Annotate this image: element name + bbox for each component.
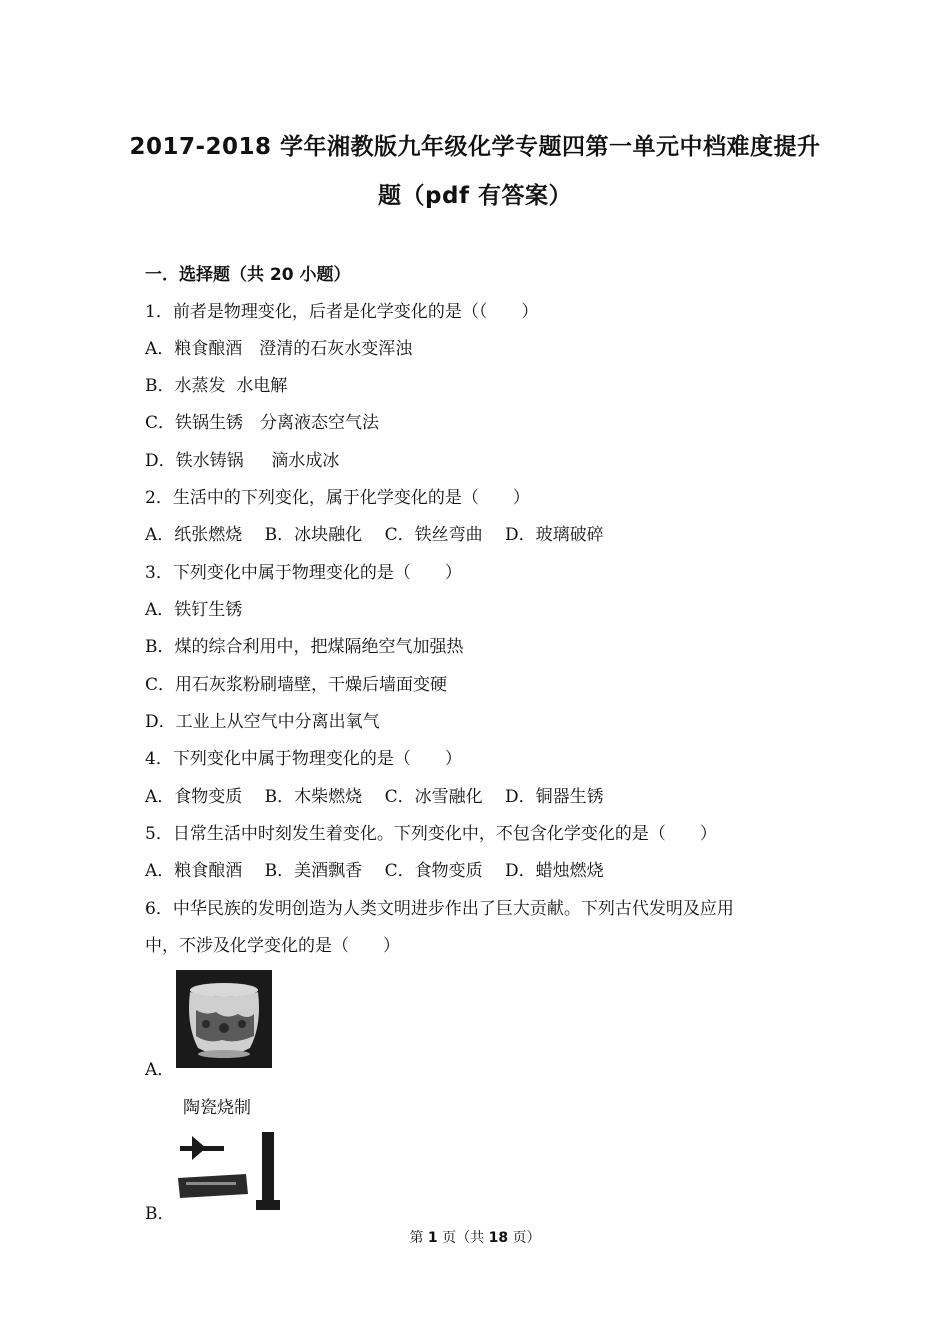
question-line: B．煤的综合利用中，把煤隔绝空气加强热 [145,637,464,657]
section-heading: 一．选择题（共 20 小题） [145,265,351,285]
question-line: 3．下列变化中属于物理变化的是（ ） [145,563,462,583]
page-total: 18 [488,1230,509,1246]
question-line: A．粮食酿酒 澄清的石灰水变浑浊 [145,339,413,359]
page-number: 1 [427,1230,438,1246]
question-line: A．纸张燃烧 B．冰块融化 C．铁丝弯曲 D．玻璃破碎 [145,525,604,545]
question-line: 4．下列变化中属于物理变化的是（ ） [145,749,462,769]
option-a-label: A． [145,1060,175,1080]
page-footer: 第 1 页（共 18 页） [409,1230,541,1246]
question-line: 1．前者是物理变化，后者是化学变化的是（（ ） [145,302,539,322]
question-line: A．铁钉生锈 [145,600,243,620]
question-line: 中，不涉及化学变化的是（ ） [145,936,400,956]
question-line: 5．日常生活中时刻发生着变化。下列变化中，不包含化学变化的是（ ） [145,824,717,844]
question-line: C．用石灰浆粉刷墙壁，干燥后墙面变硬 [145,675,448,695]
pottery-image [176,970,272,1068]
question-line: 2．生活中的下列变化，属于化学变化的是（ ） [145,488,530,508]
document-title-line-2: 题（pdf 有答案） [378,183,572,209]
question-line: B．水蒸发 水电解 [145,376,288,396]
question-line: D．铁水铸锅 滴水成冰 [145,451,340,471]
document-title-line-1: 2017-2018 学年湘教版九年级化学专题四第一单元中档难度提升 [129,134,821,160]
option-a-caption: 陶瓷烧制 [183,1098,251,1118]
question-line: A．粮食酿酒 B．美酒飘香 C．食物变质 D．蜡烛燃烧 [145,861,604,881]
option-b-label: B． [145,1204,175,1224]
question-line: 6．中华民族的发明创造为人类文明进步作出了巨大贡献。下列古代发明及应用 [145,899,734,919]
question-line: D．工业上从空气中分离出氧气 [145,712,380,732]
question-line: A．食物变质 B．木柴燃烧 C．冰雪融化 D．铜器生锈 [145,787,604,807]
writing-tools-image [176,1128,284,1214]
question-line: C．铁锅生锈 分离液态空气法 [145,413,380,433]
